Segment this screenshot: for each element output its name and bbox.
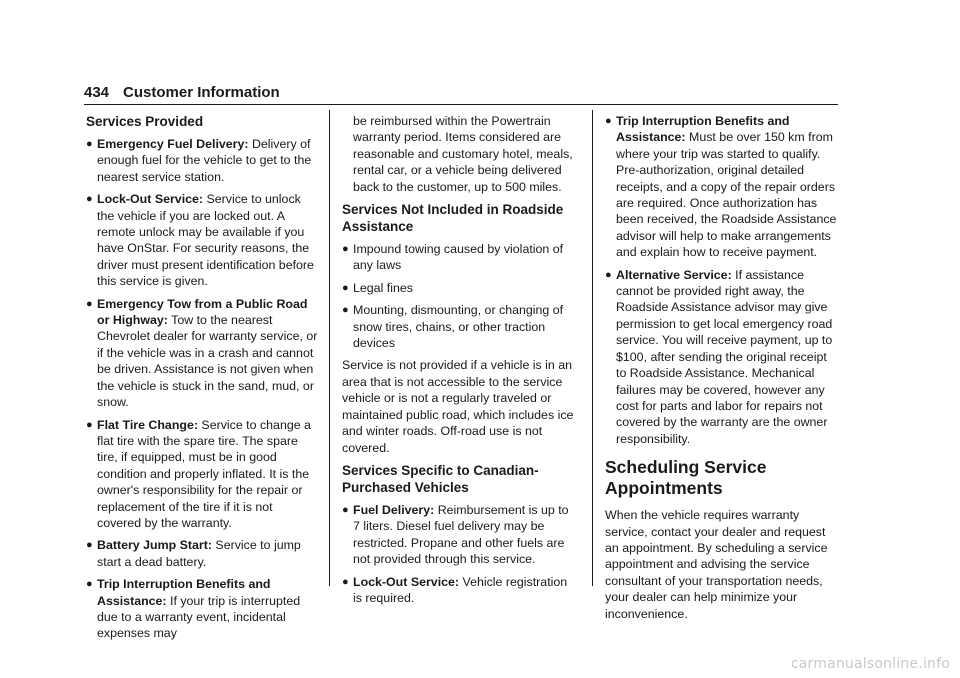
list-item — [86, 136, 318, 185]
item-term: Emergency Tow from a Public Road or Highway: — [97, 296, 308, 328]
item-text: If assistance cannot be provided right away, the Roadside Assistance advisor may give permission to get local emergency road service. You will receive payment, up to $100, after sending the original receipt to Roadside Assistance. Mechanical failures may be covered, however any cost for parts and labor for repairs not covered by the warranty are the owner responsibility. — [616, 267, 833, 446]
page-title: Customer Information — [123, 84, 280, 101]
item-term: Fuel Delivery: — [353, 502, 435, 517]
bullet-icon: ● — [605, 268, 612, 281]
bullet-icon: ● — [342, 304, 349, 317]
canadian-services-list-continued — [605, 113, 837, 447]
continuation-text: be reimbursed within the Powertrain warranty period. Items considered are reasonable and customary hotel, meals, rental car, or a vehicle being delivered back to the customer, up to 500 miles. — [353, 114, 573, 194]
item-text: Service to jump start a dead battery. — [97, 538, 301, 569]
item-text: Vehicle registration is required. — [353, 574, 568, 605]
column-1 — [86, 113, 318, 648]
canadian-services-list — [342, 502, 574, 606]
item-text: Impound towing caused by violation of any laws — [353, 242, 564, 273]
list-item — [605, 267, 837, 447]
services-provided-list — [86, 136, 318, 642]
column-2 — [342, 113, 574, 612]
bullet-icon: ● — [342, 503, 349, 516]
watermark: carmanualsonline.info — [790, 656, 950, 672]
not-included-list — [342, 241, 574, 351]
bullet-icon: ● — [86, 297, 93, 310]
item-term: Emergency Fuel Delivery: — [97, 137, 249, 151]
item-text: Legal fines — [353, 280, 413, 295]
section-heading-not-included: Services Not Included in Roadside Assistance — [342, 202, 564, 235]
item-term: Lock-Out Service: — [353, 574, 460, 589]
item-text: Reimbursement is up to 7 liters. Diesel fuel delivery may be restricted. Propane and other fuels are not provided through this service. — [353, 502, 569, 567]
list-item — [86, 537, 318, 570]
bullet-icon: ● — [342, 575, 349, 588]
list-item — [342, 574, 574, 607]
section-heading-services-provided: Services Provided — [86, 114, 204, 129]
list-item — [342, 280, 574, 296]
bullet-icon: ● — [86, 539, 93, 552]
item-text: Tow to the nearest Chevrolet dealer for warranty service, or if the vehicle was in a crash and cannot be driven. Assistance is not given when the vehicle is stuck in the sand, mud, or snow. — [97, 313, 318, 410]
item-term: Trip Interruption Benefits and Assistance: — [616, 114, 790, 145]
column-divider-2 — [592, 110, 593, 586]
list-item — [342, 302, 574, 351]
scheduling-paragraph: When the vehicle requires warranty service, contact your dealer and request an appointment. By scheduling a service appointment and advising the service consultant of your transportation needs, your dealer can help minimize your inconvenience. — [605, 508, 828, 621]
item-term: Lock-Out Service: — [97, 192, 204, 207]
bullet-icon: ● — [342, 281, 349, 294]
list-item — [342, 241, 574, 274]
list-item — [86, 417, 318, 532]
item-text: Service to change a flat tire with the spare tire. The spare tire, if equipped, must be in good condition and properly inflated. It is the owner's responsibility for the repair or replacement of the tire if it is not covered by the warranty. — [97, 417, 311, 530]
page-number: 434 — [84, 84, 110, 101]
bullet-icon: ● — [605, 115, 612, 127]
bullet-icon: ● — [86, 138, 93, 150]
list-item — [86, 576, 318, 642]
item-text: Must be over 150 km from where your trip was started to qualify. Pre-authorization, original detailed receipts, and a copy of the repair orders are required. Once authorization has been received, the Roadside Assistance advisor will help to make arrangements and explain how to receive payment. — [616, 130, 837, 260]
page-header — [84, 84, 838, 101]
list-item — [342, 502, 574, 568]
column-divider-1 — [329, 110, 330, 586]
list-item — [86, 191, 318, 289]
item-term: Battery Jump Start: — [97, 538, 212, 553]
not-provided-paragraph: Service is not provided if a vehicle is in an area that is not accessible to the service vehicle or is not a regularly traveled or maintained public road, which includes ice and winter roads. Off-road use is not covered. — [342, 358, 574, 455]
item-text: Service to unlock the vehicle if you are locked out. A remote unlock may be available if you have OnStar. For security reasons, the driver must present identification before this service is given. — [97, 192, 314, 289]
bullet-icon: ● — [86, 193, 93, 206]
item-term: Trip Interruption Benefits and Assistance: — [97, 577, 271, 608]
item-term: Flat Tire Change: — [97, 417, 198, 432]
section-heading-scheduling: Scheduling Service Appointments — [605, 457, 767, 499]
bullet-icon: ● — [86, 578, 93, 591]
column-3 — [605, 113, 837, 628]
section-heading-canadian-vehicles: Services Specific to Canadian-Purchased Vehicles — [342, 462, 539, 495]
bullet-icon: ● — [342, 243, 349, 256]
item-text: If your trip is interrupted due to a warranty event, incidental expenses may — [97, 593, 301, 641]
item-term: Alternative Service: — [616, 267, 732, 282]
item-text: Delivery of enough fuel for the vehicle to get to the nearest service station. — [97, 137, 312, 184]
bullet-icon: ● — [86, 418, 93, 431]
list-item — [605, 113, 837, 261]
list-item — [86, 296, 318, 411]
header-rule — [84, 104, 838, 105]
item-text: Mounting, dismounting, or changing of snow tires, chains, or other traction devices — [353, 303, 564, 351]
